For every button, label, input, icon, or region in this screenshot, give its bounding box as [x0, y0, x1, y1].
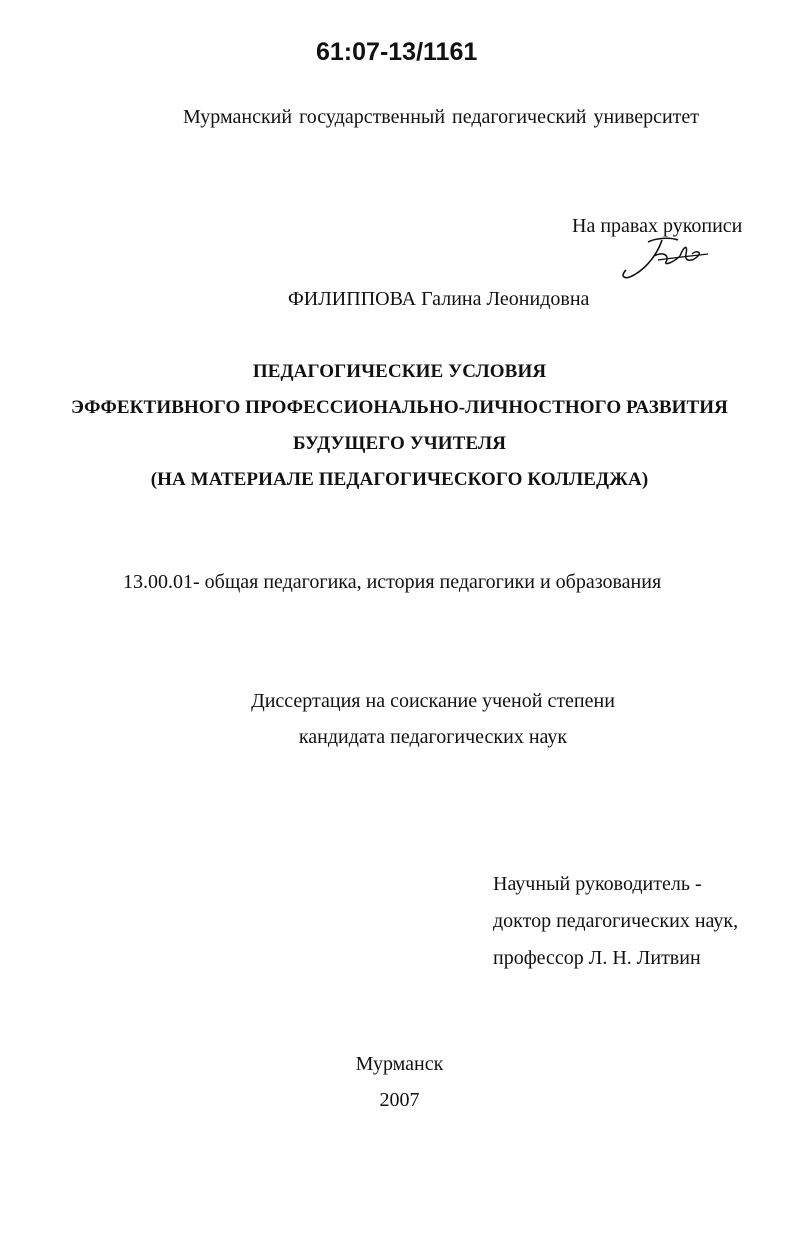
- year: 2007: [379, 1089, 420, 1111]
- title-line: (НА МАТЕРИАЛЕ ПЕДАГОГИЧЕСКОГО КОЛЛЕДЖА): [150, 469, 649, 490]
- title-line: ПЕДАГОГИЧЕСКИЕ УСЛОВИЯ: [252, 361, 547, 382]
- degree-line: кандидата педагогических наук: [298, 726, 568, 748]
- specialty-code: 13.00.01- общая педагогика, история педагогики и образования: [123, 571, 662, 593]
- scientific-supervisor: [493, 866, 738, 977]
- author-name: ФИЛИППОВА Галина Леонидовна: [288, 288, 590, 310]
- supervisor-line: профессор Л. Н. Литвин: [493, 947, 701, 969]
- rights-note: На правах рукописи: [572, 215, 743, 237]
- title-line: БУДУЩЕГО УЧИТЕЛЯ: [292, 433, 507, 454]
- title-line: ЭФФЕКТИВНОГО ПРОФЕССИОНАЛЬНО-ЛИЧНОСТНОГО РАЗВИТИЯ: [70, 397, 728, 418]
- city: Мурманск: [355, 1053, 444, 1075]
- dissertation-title: [0, 354, 799, 498]
- degree-line: Диссертация на соискание ученой степени: [251, 690, 615, 712]
- library-stamp-code: 61:07-13/1161: [316, 38, 478, 66]
- place-and-year: [0, 1046, 799, 1118]
- supervisor-line: доктор педагогических наук,: [493, 910, 739, 932]
- degree-statement: [0, 683, 799, 755]
- supervisor-line: Научный руководитель -: [493, 873, 702, 895]
- handwritten-signature: [618, 232, 710, 284]
- university-name: Мурманский государственный педагогический университет: [183, 106, 700, 128]
